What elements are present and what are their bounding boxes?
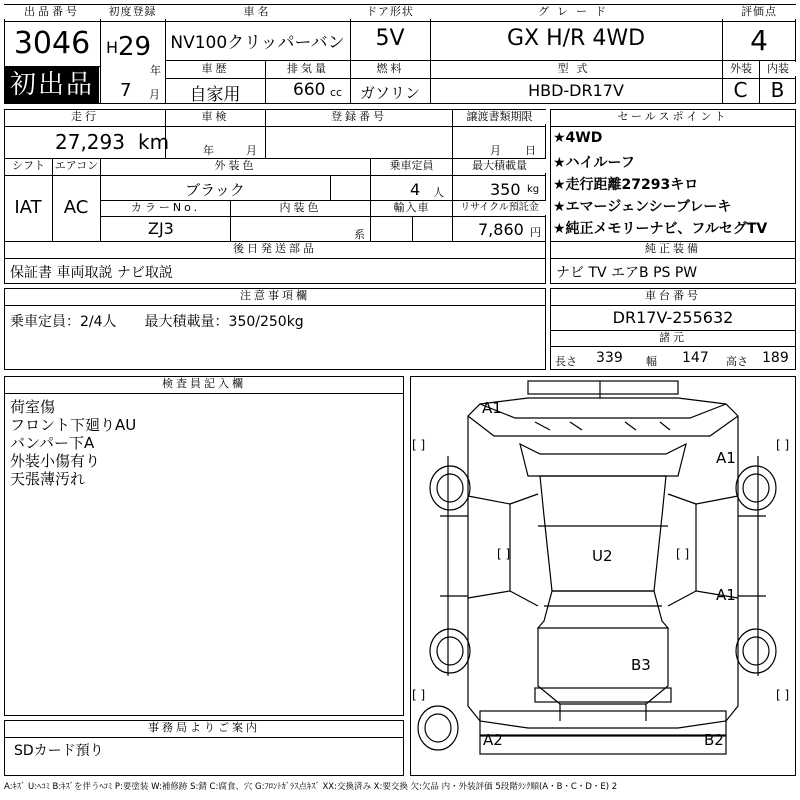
sales-point-item: ★エマージェンシーブレーキ	[553, 199, 732, 215]
interior-color-unit: 系	[354, 228, 365, 241]
sales-point-item: ★ハイルーフ	[553, 155, 635, 171]
length-label: 長さ	[555, 355, 577, 368]
chassis-value: DR17V-255632	[612, 308, 734, 327]
bracket-mark: [ ]	[776, 438, 790, 452]
fuel-value: ガソリン	[359, 84, 420, 102]
interior-color-label: 内装色	[231, 201, 370, 215]
width-label: 幅	[646, 355, 657, 368]
year-unit: 年	[150, 64, 161, 77]
length-value: 339	[596, 350, 623, 366]
shift-value: IAT	[14, 197, 42, 218]
inspector-line: 天張薄汚れ	[10, 470, 86, 488]
chassis-label: 車台番号	[551, 289, 795, 303]
transfer-day-unit: 日	[525, 144, 536, 157]
height-label: 高さ	[726, 355, 748, 368]
registration-label: 登録番号	[266, 110, 452, 124]
exterior-color-label: 外装色	[101, 159, 370, 173]
mark-rear-right: B2	[704, 731, 724, 749]
sales-point-item: ★純正メモリーナビ、フルセグTV	[553, 221, 768, 237]
vehicle-history-label: 車歴	[166, 62, 265, 76]
transfer-doc-label: 譲渡書類期限	[453, 110, 546, 124]
bracket-mark: [ ]	[676, 547, 690, 561]
fuel-label: 燃料	[351, 62, 430, 76]
displacement-label: 排気量	[266, 62, 350, 76]
grade-label: グレード	[430, 5, 722, 19]
capacity-unit: 人	[433, 186, 444, 199]
genuine-equipment-value: ナビ TV エアB PS PW	[556, 265, 698, 281]
recycle-unit: 円	[530, 226, 541, 239]
inspection-year-unit: 年	[203, 144, 214, 157]
inspection-label: 車検	[166, 110, 265, 124]
interior-grade-label: 内装	[760, 62, 796, 76]
mark-rear-left: A2	[483, 731, 503, 749]
inspector-line: バンパー下A	[10, 434, 95, 452]
grade-value: GX H/R 4WD	[506, 26, 646, 51]
first-registration-era: H	[106, 38, 119, 57]
mark-center: U2	[592, 547, 613, 565]
recycle-value: 7,860	[478, 220, 524, 239]
notes-value: 乗車定員：2/4人 最大積載量：350/250kg	[10, 314, 304, 330]
inspector-line: 荷室傷	[10, 398, 56, 416]
score-value: 4	[750, 24, 768, 57]
door-value: 5V	[375, 26, 405, 51]
color-no-value: ZJ3	[148, 219, 174, 238]
first-registration-label: 初度登録	[100, 5, 165, 19]
sales-points-label: セールスポイント	[551, 110, 795, 124]
inspection-month-unit: 月	[246, 144, 257, 157]
car-diagram	[410, 376, 796, 776]
later-shipping-value: 保証書 車両取説 ナビ取説	[10, 265, 173, 281]
notes-label: 注意事項欄	[5, 289, 545, 303]
model-name-label: 車名	[165, 5, 350, 19]
width-value: 147	[682, 350, 709, 366]
first-registration-month: 7	[120, 80, 132, 101]
exterior-grade-value: C	[733, 78, 748, 102]
bracket-mark: [ ]	[776, 688, 790, 702]
first-registration-year: 29	[118, 32, 152, 62]
model-code-value: HBD-DR17V	[528, 81, 624, 100]
dimensions-label: 諸元	[551, 331, 795, 345]
inspector-label: 検査員記入欄	[5, 377, 403, 391]
mileage-value: 27,293	[55, 130, 125, 154]
genuine-equipment-label: 純正装備	[551, 242, 795, 256]
exterior-color-value: ブラック	[185, 181, 245, 199]
lot-number: 3046	[13, 26, 91, 61]
interior-grade-value: B	[770, 78, 785, 102]
legend-text: A:ｷｽﾞ U:ﾍｺﾐ B:ｷｽﾞを伴うﾍｺﾐ P:要塗装 W:補修跡 S:錆 C:腐食、穴 G:ﾌﾛﾝﾄｶﾞﾗｽ点ｷｽﾞ XX:交換済み X:要交換 欠:欠品 内・外装評価 5段階ﾗﾝｸ順(A・B・C・D・E) 2	[4, 782, 618, 792]
exterior-grade-label: 外装	[723, 62, 759, 76]
shift-label: シフト	[5, 159, 52, 173]
capacity-value: 4	[410, 180, 421, 199]
aircon-label: エアコン	[54, 159, 99, 172]
height-value: 189	[762, 350, 789, 366]
color-no-label: カラーNo.	[101, 201, 230, 215]
capacity-label: 乗車定員	[371, 159, 452, 173]
vehicle-history-value: 自家用	[189, 85, 241, 105]
mileage-unit: km	[138, 130, 170, 154]
mileage-label: 走行	[5, 110, 165, 124]
inspector-line: 外装小傷有り	[10, 452, 101, 470]
mark-front-left: A1	[482, 399, 502, 417]
door-label: ドア形状	[350, 5, 430, 19]
office-label: 事務局よりご案内	[5, 721, 403, 735]
lot-label: 出品番号	[4, 5, 100, 19]
later-shipping-label: 後日発送部品	[5, 242, 545, 256]
model-code-label: 型式	[431, 62, 722, 76]
score-label: 評価点	[722, 5, 796, 19]
mark-front-right: A1	[716, 449, 736, 467]
max-load-label: 最大積載量	[453, 159, 546, 173]
month-unit: 月	[149, 88, 160, 101]
mark-rear: B3	[631, 656, 651, 674]
max-load-unit: kg	[527, 184, 540, 195]
bracket-mark: [ ]	[412, 688, 426, 702]
displacement-value: 660	[293, 80, 326, 100]
displacement-unit: cc	[330, 86, 343, 99]
import-label: 輸入車	[371, 201, 452, 215]
office-value: SDカード預り	[14, 743, 104, 759]
transfer-month-unit: 月	[490, 144, 501, 157]
aircon-value: AC	[63, 197, 89, 218]
mark-rear-right-mid: A1	[716, 586, 736, 604]
model-name-value: NV100クリッパーバン	[170, 33, 345, 53]
first-listing-badge: 初出品	[5, 67, 99, 103]
sales-point-item: ★走行距離27293キロ	[553, 177, 699, 193]
bracket-mark: [ ]	[497, 547, 511, 561]
max-load-value: 350	[490, 180, 521, 199]
sales-point-item: ★4WD	[553, 130, 603, 146]
recycle-label: リサイクル預託金	[453, 201, 546, 215]
bracket-mark: [ ]	[412, 438, 426, 452]
inspector-line: フロント下廻りAU	[10, 416, 137, 434]
